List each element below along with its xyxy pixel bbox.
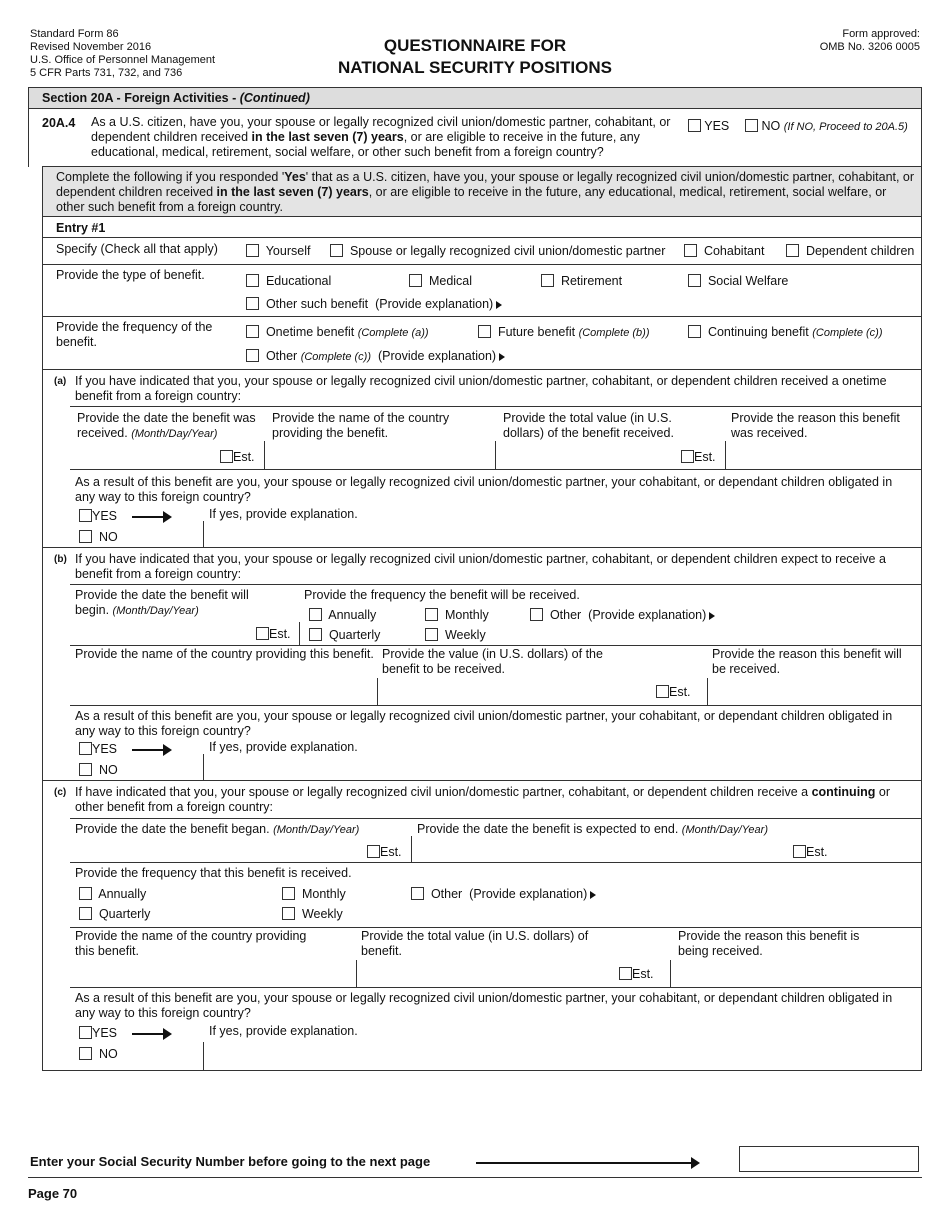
b-obligated-text: As a result of this benefit are you, your spouse or legally recognized civil union/domestic partner, your cohabitant, or dependant children obligated in any way to this foreign country?	[75, 709, 893, 738]
b-yes-option[interactable]: YES	[79, 742, 117, 756]
b-value-est[interactable]: Est.	[656, 685, 691, 699]
c-end-est[interactable]: Est.	[793, 845, 828, 859]
b-annually[interactable]: Annually	[309, 608, 376, 622]
b-monthly[interactable]: Monthly	[425, 608, 489, 622]
c-quarterly[interactable]: Quarterly	[79, 907, 150, 921]
opt-dependent[interactable]: Dependent children	[786, 244, 914, 258]
freq-label: Provide the frequency of the benefit.	[56, 320, 213, 349]
freq-onetime[interactable]: Onetime benefit (Complete (a))	[246, 325, 429, 339]
b-text: If you have indicated that you, your spouse or legally recognized civil union/domestic partner, cohabitant, or dependent children expect to receive a benefit from a foreign country:	[75, 552, 886, 581]
form-revised: Revised November 2016	[30, 41, 152, 53]
b-reason-label: Provide the reason this benefit will be received.	[712, 647, 902, 676]
form-id: Standard Form 86	[30, 28, 119, 40]
c-reason-label: Provide the reason this benefit is being received.	[678, 929, 860, 958]
opt-yourself[interactable]: Yourself	[246, 244, 310, 258]
c-freq-label: Provide the frequency that this benefit is received.	[75, 866, 352, 880]
freq-future[interactable]: Future benefit (Complete (b))	[478, 325, 649, 339]
b-other[interactable]: Other (Provide explanation)	[530, 608, 715, 622]
a-country-label: Provide the name of the country providing the benefit.	[272, 411, 450, 440]
freq-other[interactable]: Other (Complete (c)) (Provide explanation)	[246, 349, 505, 363]
a-text: If you have indicated that you, your spouse or legally recognized civil union/domestic partner, cohabitant, or dependent children received a onetime benefit from a foreign country:	[75, 374, 887, 403]
arrow-right-icon	[496, 301, 502, 309]
opt-cohabitant[interactable]: Cohabitant	[684, 244, 764, 258]
arrow-icon	[476, 1162, 698, 1164]
type-label: Provide the type of benefit.	[56, 268, 205, 282]
a-if-yes: If yes, provide explanation.	[209, 507, 358, 521]
arrow-icon	[132, 516, 170, 518]
c-country-label: Provide the name of the country providing this benefit.	[75, 929, 307, 958]
c-obligated-text: As a result of this benefit are you, your spouse or legally recognized civil union/domestic partner, your cohabitant, or dependant children obligated in any way to this foreign country?	[75, 991, 893, 1020]
b-if-yes: If yes, provide explanation.	[209, 740, 358, 754]
question-number: 20A.4	[42, 116, 76, 130]
ssn-prompt: Enter your Social Security Number before going to the next page	[30, 1154, 431, 1169]
c-began-est[interactable]: Est.	[367, 845, 402, 859]
b-date-label: Provide the date the benefit will begin. (Month/Day/Year)	[75, 588, 249, 617]
q-yes-option[interactable]: YES	[688, 119, 729, 133]
specify-label: Specify (Check all that apply)	[56, 242, 218, 256]
question-text: As a U.S. citizen, have you, your spouse or legally recognized civil union/domestic partner, cohabitant, or dependent children received in the last seven (7) years, or are eligible to receive in the future, any educational, medical, retirement, social welfare, or other such benefit from a foreign country?	[91, 115, 671, 159]
type-retirement[interactable]: Retirement	[541, 274, 622, 288]
c-weekly[interactable]: Weekly	[282, 907, 343, 921]
arrow-icon	[132, 749, 170, 751]
q-no-checkbox[interactable]	[745, 119, 758, 132]
freq-continuing[interactable]: Continuing benefit (Complete (c))	[688, 325, 883, 339]
c-if-yes: If yes, provide explanation.	[209, 1024, 358, 1038]
b-tag: (b)	[54, 554, 67, 565]
type-social-welfare[interactable]: Social Welfare	[688, 274, 788, 288]
type-educational[interactable]: Educational	[246, 274, 331, 288]
c-value-est[interactable]: Est.	[619, 967, 654, 981]
a-tag: (a)	[54, 376, 67, 387]
b-weekly[interactable]: Weekly	[425, 628, 486, 642]
c-text: If have indicated that you, your spouse or legally recognized civil union/domestic partner, cohabitant, or dependent children receive a continuing or other benefit from a foreign country:	[75, 785, 891, 814]
section-title: Section 20A - Foreign Activities - (Continued)	[42, 91, 310, 105]
a-value-label: Provide the total value (in U.S. dollars) of the benefit received.	[503, 411, 674, 440]
b-quarterly[interactable]: Quarterly	[309, 628, 380, 642]
c-other[interactable]: Other (Provide explanation)	[411, 887, 596, 901]
q-yes-checkbox[interactable]	[688, 119, 701, 132]
c-yes-option[interactable]: YES	[79, 1026, 117, 1040]
form-cfr: 5 CFR Parts 731, 732, and 736	[30, 67, 183, 79]
a-date-label: Provide the date the benefit was received. (Month/Day/Year)	[77, 411, 256, 440]
c-no-option[interactable]: NO	[79, 1047, 118, 1061]
a-value-est[interactable]: Est.	[681, 450, 716, 464]
c-tag: (c)	[54, 787, 67, 798]
instruction-box: Complete the following if you responded 'Yes' that as a U.S. citizen, have you, your spouse or legally recognized civil union/domestic partner, cohabitant, or dependent children received in the last seven (7) years, or are eligible to receive in the future, any educational, medical, retirement, social welfare, or other such benefit from a foreign country.	[42, 166, 922, 217]
b-date-est[interactable]: Est.	[256, 627, 291, 641]
arrow-right-icon	[499, 353, 505, 361]
c-end-label: Provide the date the benefit is expected to end. (Month/Day/Year)	[417, 822, 768, 836]
arrow-right-icon	[590, 891, 596, 899]
q-no-option[interactable]: NO (If NO, Proceed to 20A.5)	[745, 119, 908, 133]
form-agency: U.S. Office of Personnel Management	[30, 54, 216, 66]
arrow-icon	[132, 1033, 170, 1035]
b-no-option[interactable]: NO	[79, 763, 118, 777]
c-value-label: Provide the total value (in U.S. dollars) of benefit.	[361, 929, 589, 958]
arrow-right-icon	[709, 612, 715, 620]
page-title: QUESTIONNAIRE FOR NATIONAL SECURITY POSITIONS	[338, 36, 612, 77]
a-yes-option[interactable]: YES	[79, 509, 117, 523]
b-value-label: Provide the value (in U.S. dollars) of the benefit to be received.	[382, 647, 603, 676]
a-obligated-text: As a result of this benefit are you, your spouse or legally recognized civil union/domestic partner, your cohabitant, or dependant children obligated in any way to this foreign country?	[75, 475, 893, 504]
a-date-est[interactable]: Est.	[220, 450, 255, 464]
b-freq-label: Provide the frequency the benefit will be received.	[304, 588, 580, 602]
c-began-label: Provide the date the benefit began. (Month/Day/Year)	[75, 822, 360, 836]
omb-info: Form approved: OMB No. 3206 0005	[819, 28, 920, 53]
section-header	[28, 87, 922, 109]
b-country-label: Provide the name of the country providing this benefit.	[75, 647, 374, 661]
c-monthly[interactable]: Monthly	[282, 887, 346, 901]
a-no-option[interactable]: NO	[79, 530, 118, 544]
a-reason-label: Provide the reason this benefit was received.	[731, 411, 900, 440]
type-other[interactable]: Other such benefit (Provide explanation)	[246, 297, 502, 311]
page-number: Page 70	[28, 1186, 78, 1201]
ssn-input[interactable]	[739, 1146, 919, 1172]
opt-spouse[interactable]: Spouse or legally recognized civil union/domestic partner	[330, 244, 665, 258]
c-annually[interactable]: Annually	[79, 887, 146, 901]
type-medical[interactable]: Medical	[409, 274, 472, 288]
entry-title: Entry #1	[56, 221, 106, 235]
